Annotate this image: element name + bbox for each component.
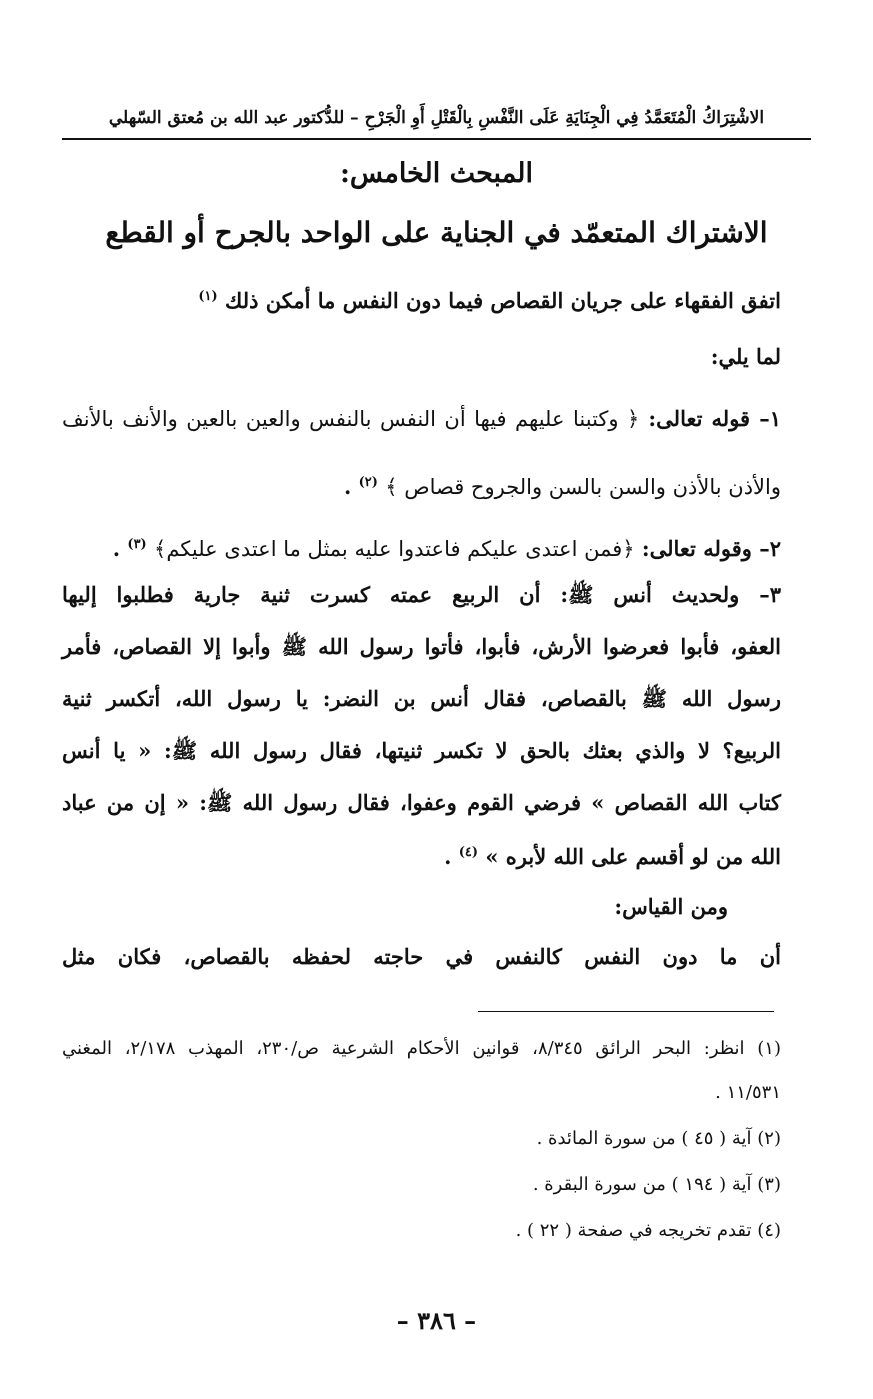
- footnote-ref-1[interactable]: (١): [198, 289, 218, 304]
- footnote-2: (٢) آية ( ٤٥ ) من سورة المائدة .: [536, 1128, 781, 1149]
- footnote-ref-4[interactable]: (٤): [458, 845, 479, 860]
- item-2-line: [62, 530, 781, 564]
- footnote-3: (٣) آية ( ١٩٤ ) من سورة البقرة .: [532, 1174, 781, 1195]
- footnote-ref-2[interactable]: (٢): [358, 475, 378, 490]
- item-1-line-2: [62, 468, 781, 502]
- quran-quote-2: ﴿فمن اعتدى عليكم فاعتدوا عليه بمثل ما اعتدى عليكم﴾: [154, 537, 635, 561]
- footnote-ref-3[interactable]: (٣): [127, 537, 147, 552]
- footnote-1-cont: ١١/٥٣١ .: [715, 1082, 781, 1103]
- item-1-end: .: [343, 474, 352, 499]
- item-2-prefix: ٢– وقوله تعالى:: [641, 536, 781, 561]
- item-3-line-3: رسول الله ﷺ بالقصاص، فقال أنس بن النضر: يا رسول الله، أتكسر ثنية: [62, 686, 781, 711]
- item-2-end: .: [112, 536, 121, 561]
- item-3-line-4: الربيع؟ لا والذي بعثك بالحق لا تكسر ثنيتها، فقال رسول الله ﷺ: « يا أنس: [62, 738, 781, 763]
- item-3-line-5: كتاب الله القصاص » فرضي القوم وعفوا، فقال رسول الله ﷺ: « إن من عباد: [62, 790, 781, 815]
- item-3-line-2: العفو، فأبوا فعرضوا الأرش، فأبوا، فأتوا رسول الله ﷺ وأبوا إلا القصاص، فأمر: [62, 634, 781, 659]
- item-3-last-text: الله من لو أقسم على الله لأبره »: [485, 844, 781, 869]
- quran-quote-1: ﴿ وكتبنا عليهم فيها أن النفس بالنفس والعين بالعين والأنف بالأنف: [62, 407, 640, 431]
- running-header: الاشْتِرَاكُ الْمُتَعَمَّدُ فِي الْجِنَايَةِ عَلَى النَّفْسِ بِالْقَتْلِ أَوِ الْجَرْحِ – للدُّكتور عبد الله بن مُعتق السّهلي: [108, 108, 765, 128]
- item-3-line-6: [62, 838, 781, 872]
- header-rule: [62, 138, 811, 140]
- intro-line-1: [62, 282, 781, 316]
- quran-quote-1-cont: والأذن بالأذن والسن بالسن والجروح قصاص ﴾: [385, 475, 781, 499]
- footnote-1: (١) انظر: البحر الرائق ٨/٣٤٥، قوانين الأحكام الشرعية ص/٢٣٠، المهذب ٢/١٧٨، المغني: [62, 1038, 781, 1059]
- section-number: المبحث الخامس:: [339, 158, 534, 189]
- item-3-end: .: [444, 844, 452, 869]
- item-1-prefix: ١– قوله تعالى:: [648, 406, 781, 431]
- analogy-heading: ومن القياس:: [614, 894, 728, 919]
- analogy-line-1: أن ما دون النفس كالنفس في حاجته لحفظه بالقصاص، فكان مثل: [62, 944, 781, 969]
- page-number: – ٣٨٦ –: [396, 1306, 477, 1335]
- footnote-rule: [478, 1011, 774, 1012]
- item-1-line-1: [62, 404, 781, 434]
- footnote-4: (٤) تقدم تخريجه في صفحة ( ٢٢ ) .: [515, 1220, 781, 1241]
- intro-line-2: لما يلي:: [710, 344, 781, 369]
- section-title: الاشتراك المتعمّد في الجناية على الواحد بالجرح أو القطع: [105, 216, 768, 249]
- intro-text: اتفق الفقهاء على جريان القصاص فيما دون النفس ما أمكن ذلك: [225, 288, 781, 313]
- item-3-line-1: ٣– ولحديث أنس ﷺ: أن الربيع عمته كسرت ثنية جارية فطلبوا إليها: [62, 582, 781, 607]
